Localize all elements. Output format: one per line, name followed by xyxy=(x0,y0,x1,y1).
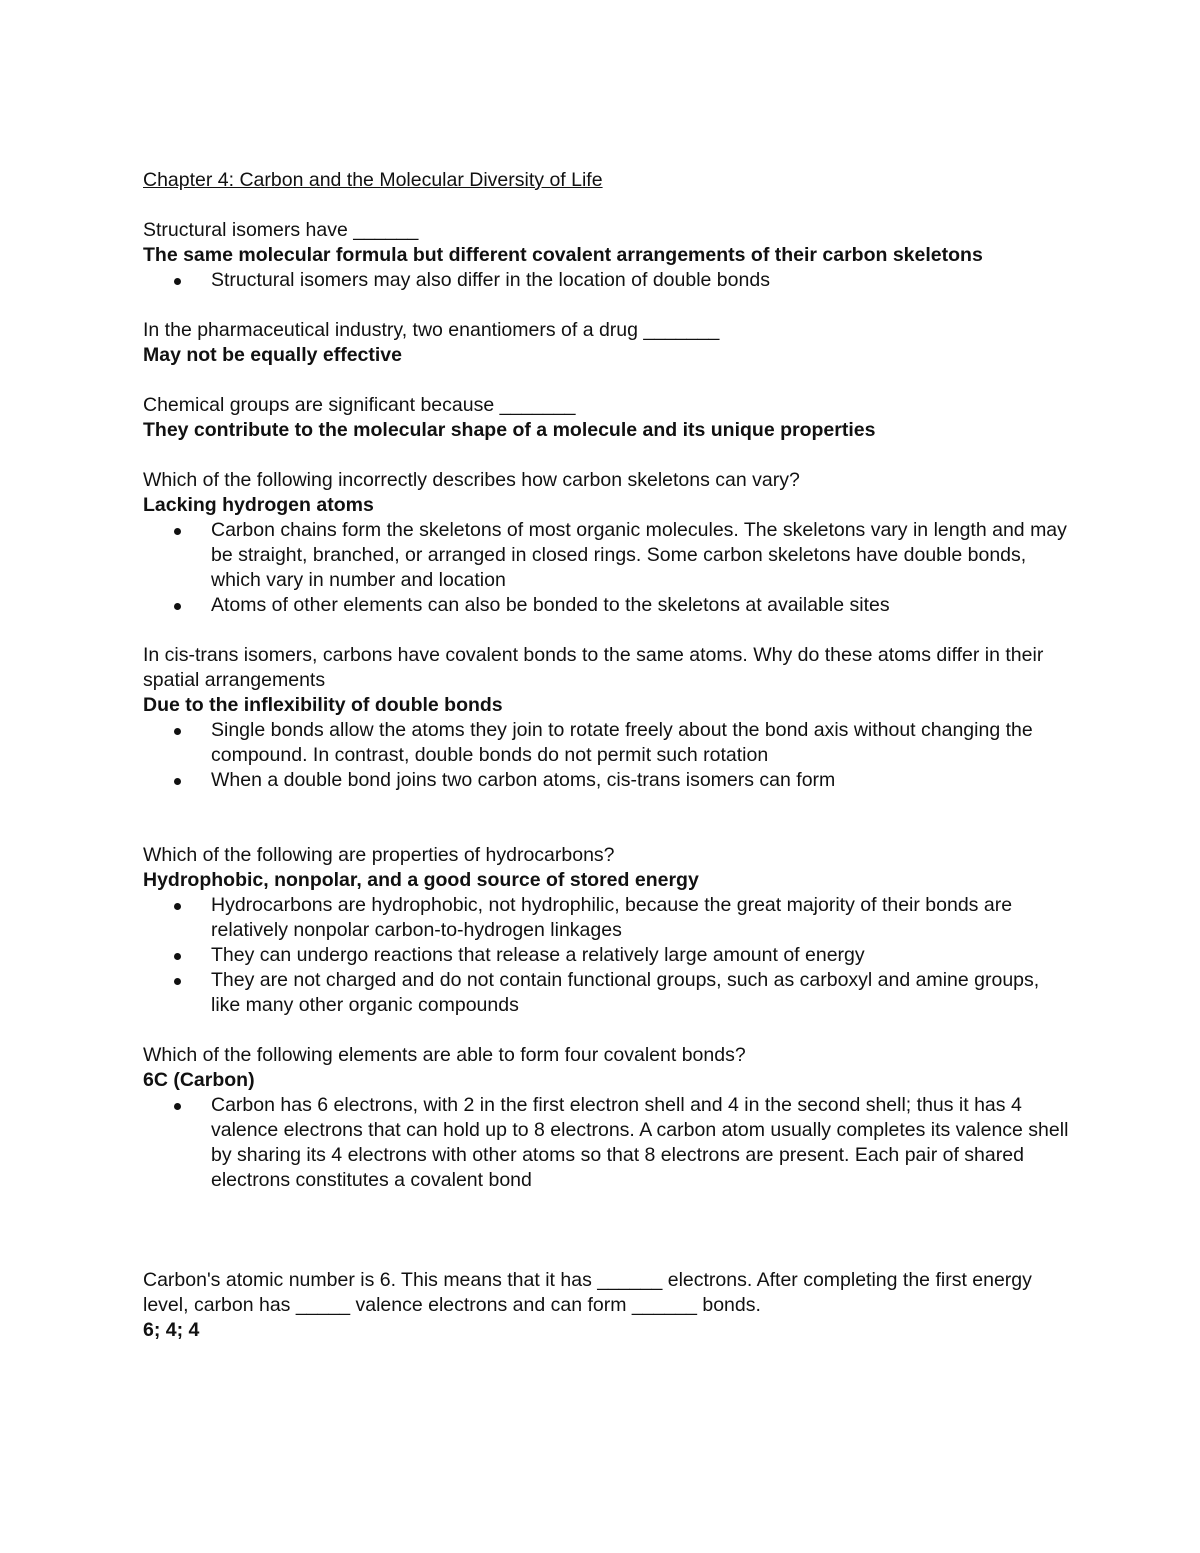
qa-section xyxy=(143,218,1073,293)
answer-text: 6C (Carbon) xyxy=(143,1069,255,1091)
answer-text: The same molecular formula but different covalent arrangements of their carbon skeletons xyxy=(143,244,983,266)
answer-text: Due to the inflexibility of double bonds xyxy=(143,694,503,716)
bullet-item xyxy=(211,718,1073,768)
qa-section xyxy=(143,1268,1073,1343)
qa-section xyxy=(143,843,1073,1018)
question-text: Carbon's atomic number is 6. This means that it has ______ electrons. After completing the first energy level, carbon has _____ valence electrons and can form ______ bonds. xyxy=(143,1269,1032,1316)
question-text: Structural isomers have ______ xyxy=(143,219,419,241)
bullet-text: Hydrocarbons are hydrophobic, not hydrophilic, because the great majority of their bonds are relatively nonpolar carbon-to-hydrogen linkages xyxy=(211,894,1013,941)
qa-section xyxy=(143,643,1073,793)
bullet-icon xyxy=(174,528,181,535)
bullet-icon xyxy=(174,953,181,960)
bullet-item xyxy=(211,518,1073,593)
bullet-list xyxy=(143,893,1073,1018)
bullet-item xyxy=(211,768,1073,793)
document-page xyxy=(143,168,1073,1343)
bullet-text: Atoms of other elements can also be bonded to the skeletons at available sites xyxy=(211,594,890,616)
bullet-item xyxy=(211,1093,1073,1193)
bullet-text: Single bonds allow the atoms they join to rotate freely about the bond axis without changing the compound. In contrast, double bonds do not permit such rotation xyxy=(211,719,1033,766)
bullet-item xyxy=(211,593,1073,618)
question-text: In cis-trans isomers, carbons have covalent bonds to the same atoms. Why do these atoms differ in their spatial arrangements xyxy=(143,644,1044,691)
bullet-item xyxy=(211,968,1073,1018)
bullet-item xyxy=(211,943,1073,968)
qa-section xyxy=(143,1043,1073,1193)
bullet-icon xyxy=(174,778,181,785)
bullet-list xyxy=(143,718,1073,793)
bullet-list xyxy=(143,1093,1073,1193)
answer-text: Hydrophobic, nonpolar, and a good source of stored energy xyxy=(143,869,699,891)
bullet-text: Carbon chains form the skeletons of most organic molecules. The skeletons vary in length and may be straight, branched, or arranged in closed rings. Some carbon skeletons have double bonds, which vary in number and location xyxy=(211,519,1067,591)
bullet-text: Structural isomers may also differ in the location of double bonds xyxy=(211,269,770,291)
bullet-list xyxy=(143,518,1073,618)
question-text: In the pharmaceutical industry, two enantiomers of a drug _______ xyxy=(143,319,720,341)
question-text: Which of the following are properties of hydrocarbons? xyxy=(143,844,615,866)
qa-section xyxy=(143,393,1073,443)
answer-text: Lacking hydrogen atoms xyxy=(143,494,374,516)
qa-section xyxy=(143,318,1073,368)
bullet-icon xyxy=(174,978,181,985)
bullet-item xyxy=(211,893,1073,943)
answer-text: 6; 4; 4 xyxy=(143,1319,200,1341)
document-title: Chapter 4: Carbon and the Molecular Diversity of Life xyxy=(143,169,603,191)
bullet-text: When a double bond joins two carbon atoms, cis-trans isomers can form xyxy=(211,769,836,791)
answer-text: May not be equally effective xyxy=(143,344,402,366)
bullet-icon xyxy=(174,603,181,610)
question-text: Which of the following incorrectly describes how carbon skeletons can vary? xyxy=(143,469,800,491)
bullet-text: Carbon has 6 electrons, with 2 in the first electron shell and 4 in the second shell; thus it has 4 valence electrons that can hold up to 8 electrons. A carbon atom usually completes its valence shell by sharing its 4 electrons with other atoms so that 8 electrons are present. Each pair of shared electrons constitutes a covalent bond xyxy=(211,1094,1069,1191)
question-text: Which of the following elements are able to form four covalent bonds? xyxy=(143,1044,746,1066)
bullet-list xyxy=(143,268,1073,293)
answer-text: They contribute to the molecular shape of a molecule and its unique properties xyxy=(143,419,876,441)
question-text: Chemical groups are significant because _______ xyxy=(143,394,576,416)
bullet-icon xyxy=(174,278,181,285)
bullet-icon xyxy=(174,728,181,735)
bullet-text: They are not charged and do not contain functional groups, such as carboxyl and amine groups, like many other organic compounds xyxy=(211,969,1040,1016)
bullet-item xyxy=(211,268,1073,293)
bullet-text: They can undergo reactions that release a relatively large amount of energy xyxy=(211,944,865,966)
bullet-icon xyxy=(174,903,181,910)
bullet-icon xyxy=(174,1103,181,1110)
qa-section xyxy=(143,468,1073,618)
